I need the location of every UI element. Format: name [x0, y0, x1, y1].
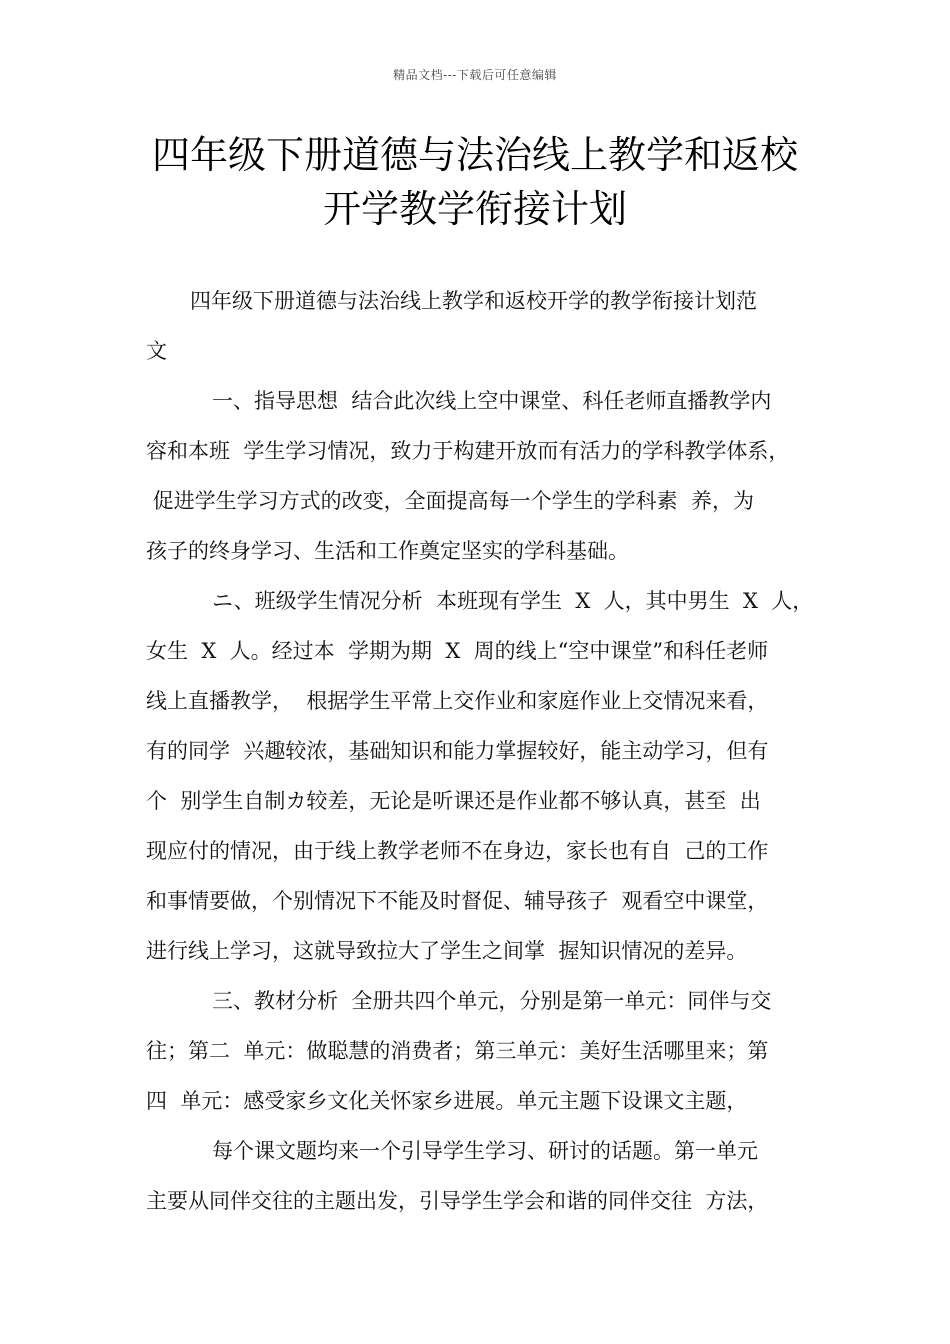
paragraph-line: 促进学生学习方式的改变，全面提高每一个学生的学科素 养，为 [146, 489, 755, 513]
paragraph-line: 四年级下册道德与法治线上教学和返校开学的教学衔接计划范 [190, 289, 757, 313]
paragraph-line: 四 单元：感受家乡文化关怀家乡进展。单元主题下设课文主题， [146, 1089, 748, 1113]
paragraph-line: 和事情要做，个别情况下不能及时督促、辅导孩子 观看空中课堂， [146, 889, 769, 913]
document-title [100, 128, 850, 236]
paragraph-line: 女生 X 人。经过本 学期为期 X 周的线上“空中课堂”和科任老师 [146, 639, 769, 663]
paragraph-line: 文 [146, 339, 167, 363]
paragraph-line: ニ、班级学生情况分析 本班现有学生 X 人，其中男生 X 人， [212, 589, 814, 613]
paragraph-line: 往；第二 单元：做聪慧的消费者；第三单元：美好生活哪里来；第 [146, 1039, 769, 1063]
paragraph-line: 进行线上学习，这就导致拉大了学生之间掌 握知识情况的差异。 [146, 939, 748, 963]
document-body [146, 276, 818, 1226]
title-line-2: 开学教学衔接计划 [322, 187, 627, 231]
paragraph-line: 主要从同伴交往的主题出发，引导学生学会和谐的同伴交往 方法， [146, 1189, 769, 1213]
paragraph-line: 孩子的终身学习、生活和工作奠定坚实的学科基础。 [146, 539, 629, 563]
paragraph-line: 每个课文题均来一个引导学生学习、研讨的话题。第一单元 [212, 1139, 758, 1163]
paragraph-line: 一、指导思想 结合此次线上空中课堂、科任老师直播教学内 [212, 389, 772, 413]
header-note: 精品文档---下载后可任意编辑 [393, 68, 557, 82]
paragraph-line: 容和本班 学生学习情况，致力于构建开放而有活力的学科教学体系， [146, 439, 790, 463]
paragraph-line: 三、教材分析 全册共四个单元，分别是第一单元：同伴与交 [212, 989, 772, 1013]
paragraph-line: 线上直播教学， 根据学生平常上交作业和家庭作业上交情况来看， [146, 689, 769, 713]
title-line-1: 四年级下册道德与法治线上教学和返校 [151, 133, 798, 177]
paragraph-line: 有的同学 兴趣较浓，基础知识和能力掌握较好，能主动学习，但有 [146, 739, 769, 763]
paragraph-line: 现应付的情况，由于线上教学老师不在身边，家长也有自 己的工作 [146, 839, 769, 863]
paragraph-line: 个 别学生自制カ较差，无论是听课还是作业都不够认真，甚至 出 [146, 789, 761, 813]
